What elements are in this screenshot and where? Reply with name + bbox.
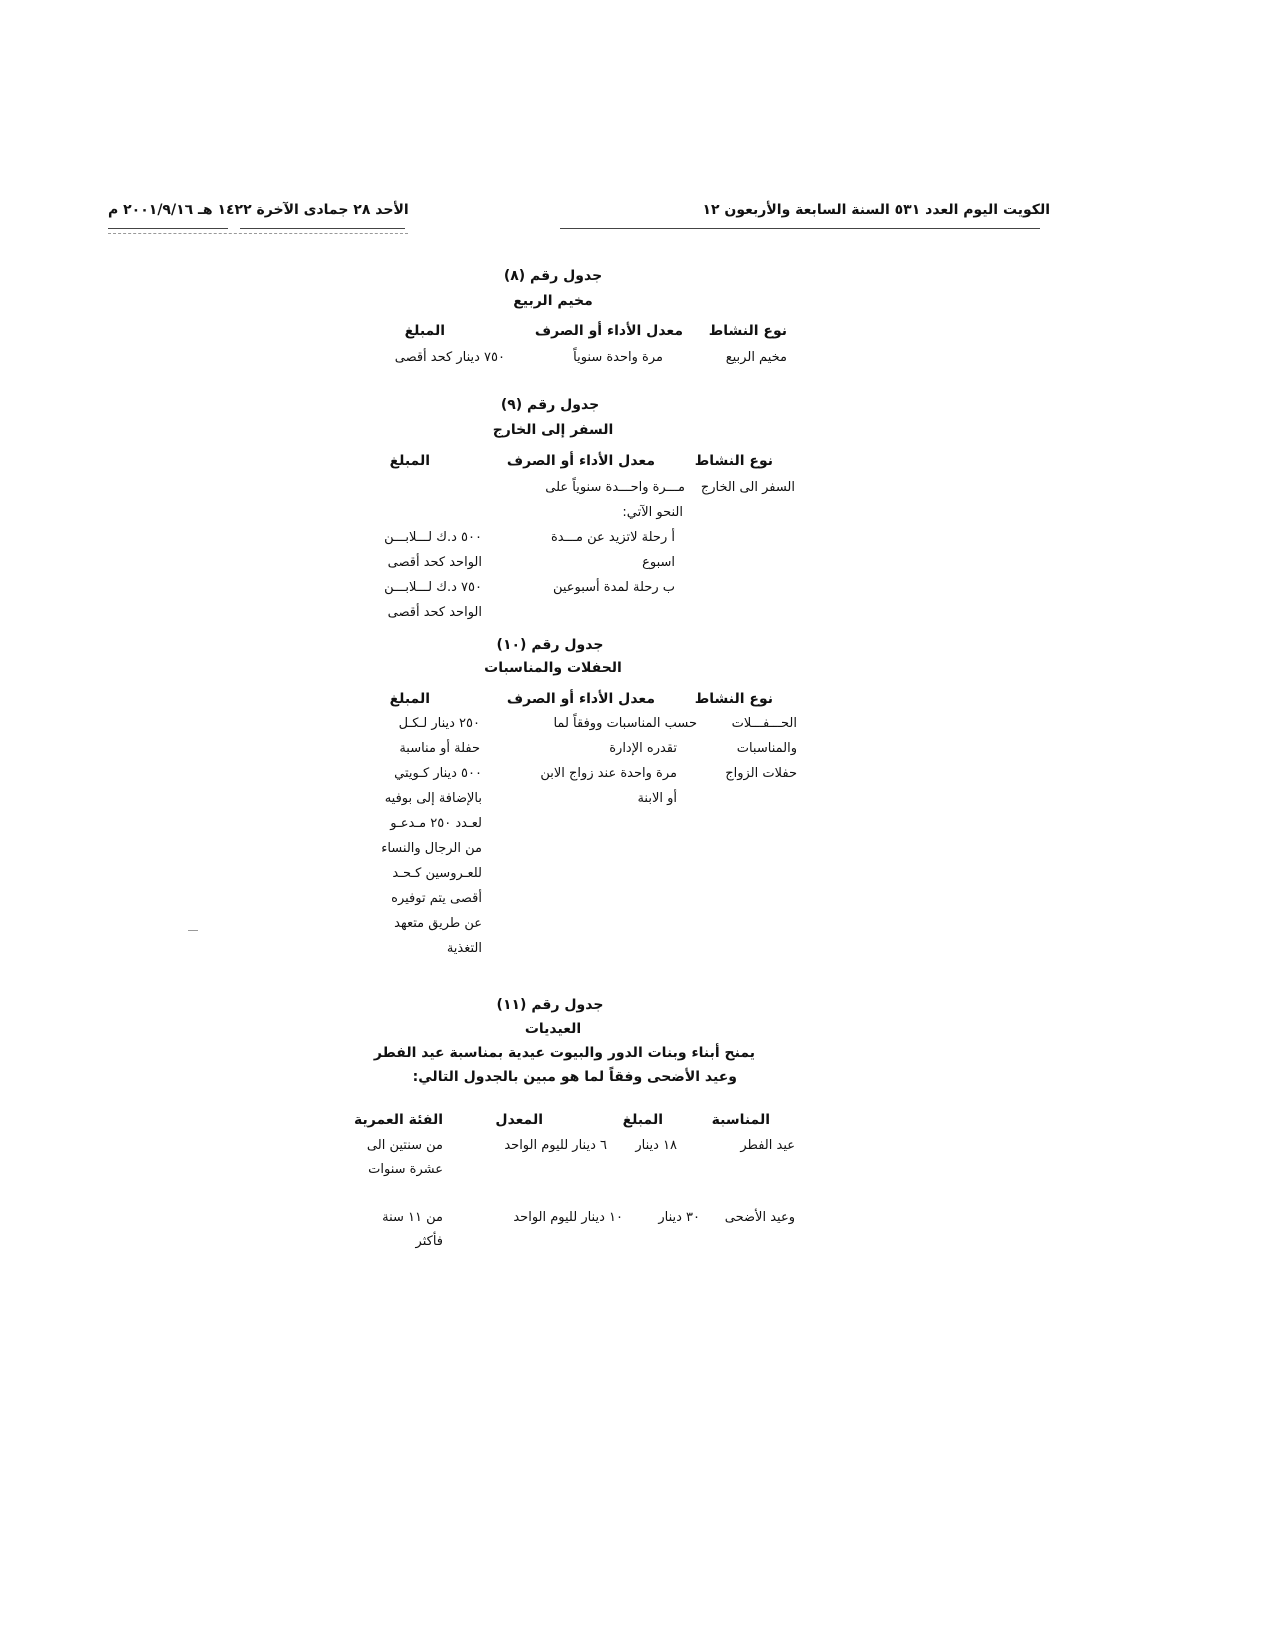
header-issue-info: الكويت اليوم العدد ٥٣١ السنة السابعة والأربعون ١٢ <box>702 202 1050 218</box>
margin-mark <box>188 930 198 931</box>
table-11-col-rate: المعدل <box>495 1112 543 1128</box>
table-8-cell-activity: مخيم الربيع <box>725 350 787 365</box>
table-8-cell-amount: ٧٥٠ دينار كحد أقصى <box>394 350 505 365</box>
table-9-col-activity: نوع النشاط <box>694 453 773 469</box>
table-10-caption: جدول رقم (١٠) <box>496 637 604 653</box>
table-9-cell-amount: الواحد كحد أقصى <box>387 555 482 570</box>
table-10-col-amount: المبلغ <box>389 691 430 707</box>
table-11-col-occasion: المناسبة <box>711 1112 770 1128</box>
header-rule <box>240 228 405 229</box>
table-9-caption: جدول رقم (٩) <box>500 397 600 413</box>
table-9-title: السفر إلى الخارج <box>492 422 614 438</box>
table-11-intro: يمنح أبناء وبنات الدور والبيوت عيدية بمناسبة عيد الفطر <box>373 1045 755 1061</box>
table-11-cell-age: عشرة سنوات <box>368 1162 443 1177</box>
table-9-col-amount: المبلغ <box>389 453 430 469</box>
table-10-cell-rate: حسب المناسبات ووفقاً لما <box>553 716 697 731</box>
table-8-col-rate: معدل الأداء أو الصرف <box>534 323 683 339</box>
table-10-cell-amount: بالإضافة إلى بوفيه <box>384 791 482 806</box>
table-8-cell-rate: مرة واحدة سنوياً <box>573 350 663 365</box>
header-rule <box>108 228 228 229</box>
table-10-cell-amount: للعـروسين كـحـد <box>392 866 482 881</box>
table-10-cell-amount: حفلة أو مناسبة <box>399 741 480 756</box>
table-10-title: الحفلات والمناسبات <box>484 660 622 676</box>
table-11-cell-rate: ٦ دينار لليوم الواحد <box>504 1138 607 1153</box>
table-11-intro: وعيد الأضحى وفقاً لما هو مبين بالجدول التالي: <box>412 1069 737 1085</box>
table-11-col-amount: المبلغ <box>622 1112 663 1128</box>
table-11-col-age: الفئة العمرية <box>353 1112 443 1128</box>
table-10-cell-amount: أقصى يتم توفيره <box>391 891 482 906</box>
table-8-caption: جدول رقم (٨) <box>503 268 603 284</box>
table-10-cell-rate: تقدره الإدارة <box>609 741 677 756</box>
table-10-cell-amount: لعـدد ٢٥٠ مـدعـو <box>390 816 482 831</box>
table-10-cell-amount: ٢٥٠ دينار لـكـل <box>398 716 480 731</box>
table-9-cell-rate: النحو الآتي: <box>622 505 683 520</box>
table-11-cell-rate: ١٠ دينار لليوم الواحد <box>513 1210 623 1225</box>
table-8-col-activity: نوع النشاط <box>708 323 787 339</box>
header-rule <box>560 228 1040 229</box>
table-11-cell-amount: ١٨ دينار <box>635 1138 677 1153</box>
table-10-cell-activity: الحـــفـــلات <box>731 716 797 731</box>
table-10-cell-rate: أو الابنة <box>637 791 677 806</box>
table-10-cell-activity: والمناسبات <box>736 741 797 756</box>
table-9-col-rate: معدل الأداء أو الصرف <box>506 453 655 469</box>
table-10-col-activity: نوع النشاط <box>694 691 773 707</box>
table-9-cell-rate: أ رحلة لاتزيد عن مـــدة <box>550 530 675 545</box>
table-10-cell-activity: حفلات الزواج <box>725 766 797 781</box>
header-rule-dashed <box>108 233 408 234</box>
table-10-cell-amount: ٥٠٠ دينار كـويتي <box>394 766 482 781</box>
table-10-cell-amount: عن طريق متعهد <box>394 916 482 931</box>
table-11-caption: جدول رقم (١١) <box>496 997 604 1013</box>
header-date: الأحد ٢٨ جمادى الآخرة ١٤٢٢ هـ ٢٠٠١/٩/١٦ م <box>108 202 409 218</box>
table-10-col-rate: معدل الأداء أو الصرف <box>506 691 655 707</box>
table-9-cell-amount: الواحد كحد أقصى <box>387 605 482 620</box>
table-11-cell-age: من ١١ سنة <box>382 1210 443 1225</box>
table-11-cell-amount: ٣٠ دينار <box>658 1210 700 1225</box>
table-9-cell-activity: السفر الى الخارج <box>700 480 795 495</box>
table-11-cell-age: فأكثر <box>415 1234 443 1249</box>
table-10-cell-rate: مرة واحدة عند زواج الابن <box>540 766 677 781</box>
table-10-cell-amount: التغذية <box>446 941 482 956</box>
table-11-cell-occasion: وعيد الأضحى <box>724 1210 795 1225</box>
table-8-title: مخيم الربيع <box>513 293 593 309</box>
table-9-cell-rate: ب رحلة لمدة أسبوعين <box>552 580 675 595</box>
table-10-cell-amount: من الرجال والنساء <box>381 841 482 856</box>
table-9-cell-rate: اسبوع <box>642 555 675 570</box>
table-11-cell-occasion: عيد الفطر <box>740 1138 795 1153</box>
table-11-title: العيديات <box>524 1021 582 1037</box>
table-8-col-amount: المبلغ <box>404 323 445 339</box>
table-9-cell-amount: ٧٥٠ د.ك لـــلابـــن <box>384 580 482 595</box>
table-9-cell-rate: مـــرة واحـــدة سنوياً على <box>545 480 685 495</box>
table-9-cell-amount: ٥٠٠ د.ك لـــلابـــن <box>384 530 482 545</box>
table-11-cell-age: من سنتين الى <box>366 1138 443 1153</box>
